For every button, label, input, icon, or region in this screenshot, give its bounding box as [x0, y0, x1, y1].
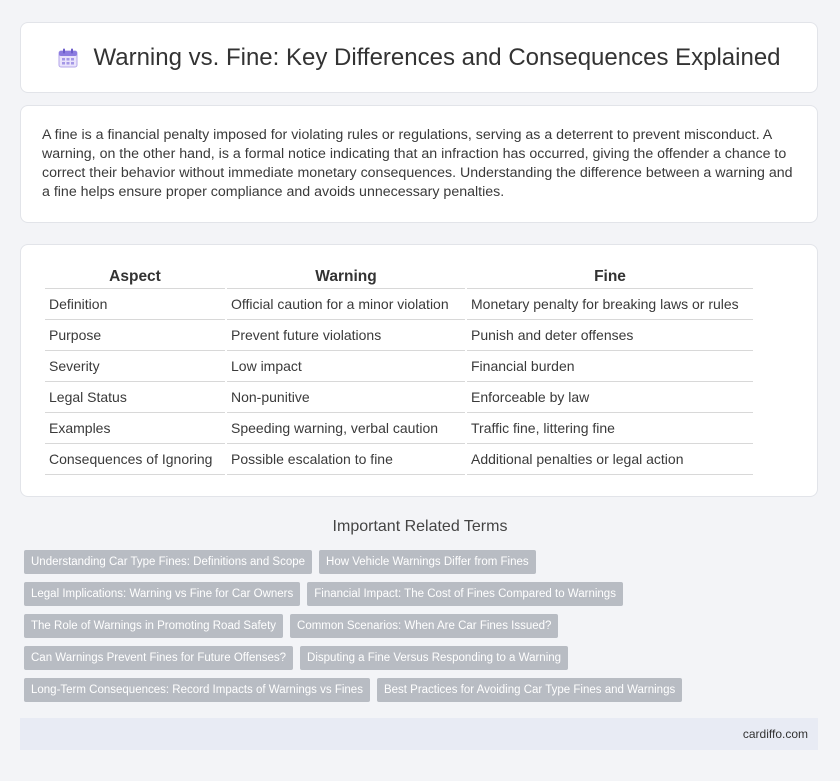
page-title: Warning vs. Fine: Key Differences and Consequences Explained: [93, 43, 781, 71]
intro-card: [20, 105, 818, 223]
footer-site-link[interactable]: cardiffo.com: [742, 727, 808, 741]
cell-warning: Non-punitive: [227, 382, 465, 413]
cell-warning: Official caution for a minor violation: [227, 289, 465, 320]
related-terms-list: [24, 550, 824, 710]
cell-warning: Prevent future violations: [227, 320, 465, 351]
cell-aspect: Severity: [45, 351, 225, 382]
table-row: [45, 444, 753, 475]
cell-aspect: Consequences of Ignoring: [45, 444, 225, 475]
header-aspect: Aspect: [45, 265, 225, 289]
cell-warning: Low impact: [227, 351, 465, 382]
related-term-tag[interactable]: Can Warnings Prevent Fines for Future Offenses?: [24, 646, 293, 670]
cell-fine: Additional penalties or legal action: [467, 444, 753, 475]
related-term-tag[interactable]: Disputing a Fine Versus Responding to a Warning: [300, 646, 568, 670]
related-term-tag[interactable]: Long-Term Consequences: Record Impacts of Warnings vs Fines: [24, 678, 370, 702]
related-term-tag[interactable]: How Vehicle Warnings Differ from Fines: [319, 550, 536, 574]
related-term-tag[interactable]: The Role of Warnings in Promoting Road Safety: [24, 614, 283, 638]
cell-fine: Punish and deter offenses: [467, 320, 753, 351]
cell-aspect: Legal Status: [45, 382, 225, 413]
table-row: [45, 382, 753, 413]
calendar-icon: [57, 47, 79, 69]
related-terms-title: Important Related Terms: [332, 518, 508, 535]
related-term-tag[interactable]: Financial Impact: The Cost of Fines Compared to Warnings: [307, 582, 623, 606]
header-card: [20, 22, 818, 93]
intro-text: A fine is a financial penalty imposed for violating rules or regulations, serving as a deterrent to prevent misconduct. A warning, on the other hand, is a formal notice indicating that an infraction has occurred, giving the offender a chance to correct their behavior without immediate monetary consequences. Understanding the difference between a warning and a fine helps ensure proper compliance and avoids unnecessary penalties.: [42, 127, 793, 200]
cell-aspect: Definition: [45, 289, 225, 320]
cell-aspect: Examples: [45, 413, 225, 444]
cell-aspect: Purpose: [45, 320, 225, 351]
table-row: [45, 289, 753, 320]
related-term-tag[interactable]: Understanding Car Type Fines: Definitions and Scope: [24, 550, 312, 574]
header-fine: Fine: [467, 265, 753, 289]
header-warning: Warning: [227, 265, 465, 289]
related-term-tag[interactable]: Common Scenarios: When Are Car Fines Issued?: [290, 614, 558, 638]
table-row: [45, 351, 753, 382]
table-header-row: [45, 265, 753, 289]
cell-fine: Enforceable by law: [467, 382, 753, 413]
cell-fine: Financial burden: [467, 351, 753, 382]
footer: [20, 718, 818, 750]
cell-warning: Speeding warning, verbal caution: [227, 413, 465, 444]
comparison-table: [43, 265, 755, 475]
cell-warning: Possible escalation to fine: [227, 444, 465, 475]
comparison-card: [20, 244, 818, 497]
table-row: [45, 320, 753, 351]
related-term-tag[interactable]: Best Practices for Avoiding Car Type Fines and Warnings: [377, 678, 682, 702]
cell-fine: Monetary penalty for breaking laws or rules: [467, 289, 753, 320]
related-term-tag[interactable]: Legal Implications: Warning vs Fine for Car Owners: [24, 582, 300, 606]
table-row: [45, 413, 753, 444]
cell-fine: Traffic fine, littering fine: [467, 413, 753, 444]
